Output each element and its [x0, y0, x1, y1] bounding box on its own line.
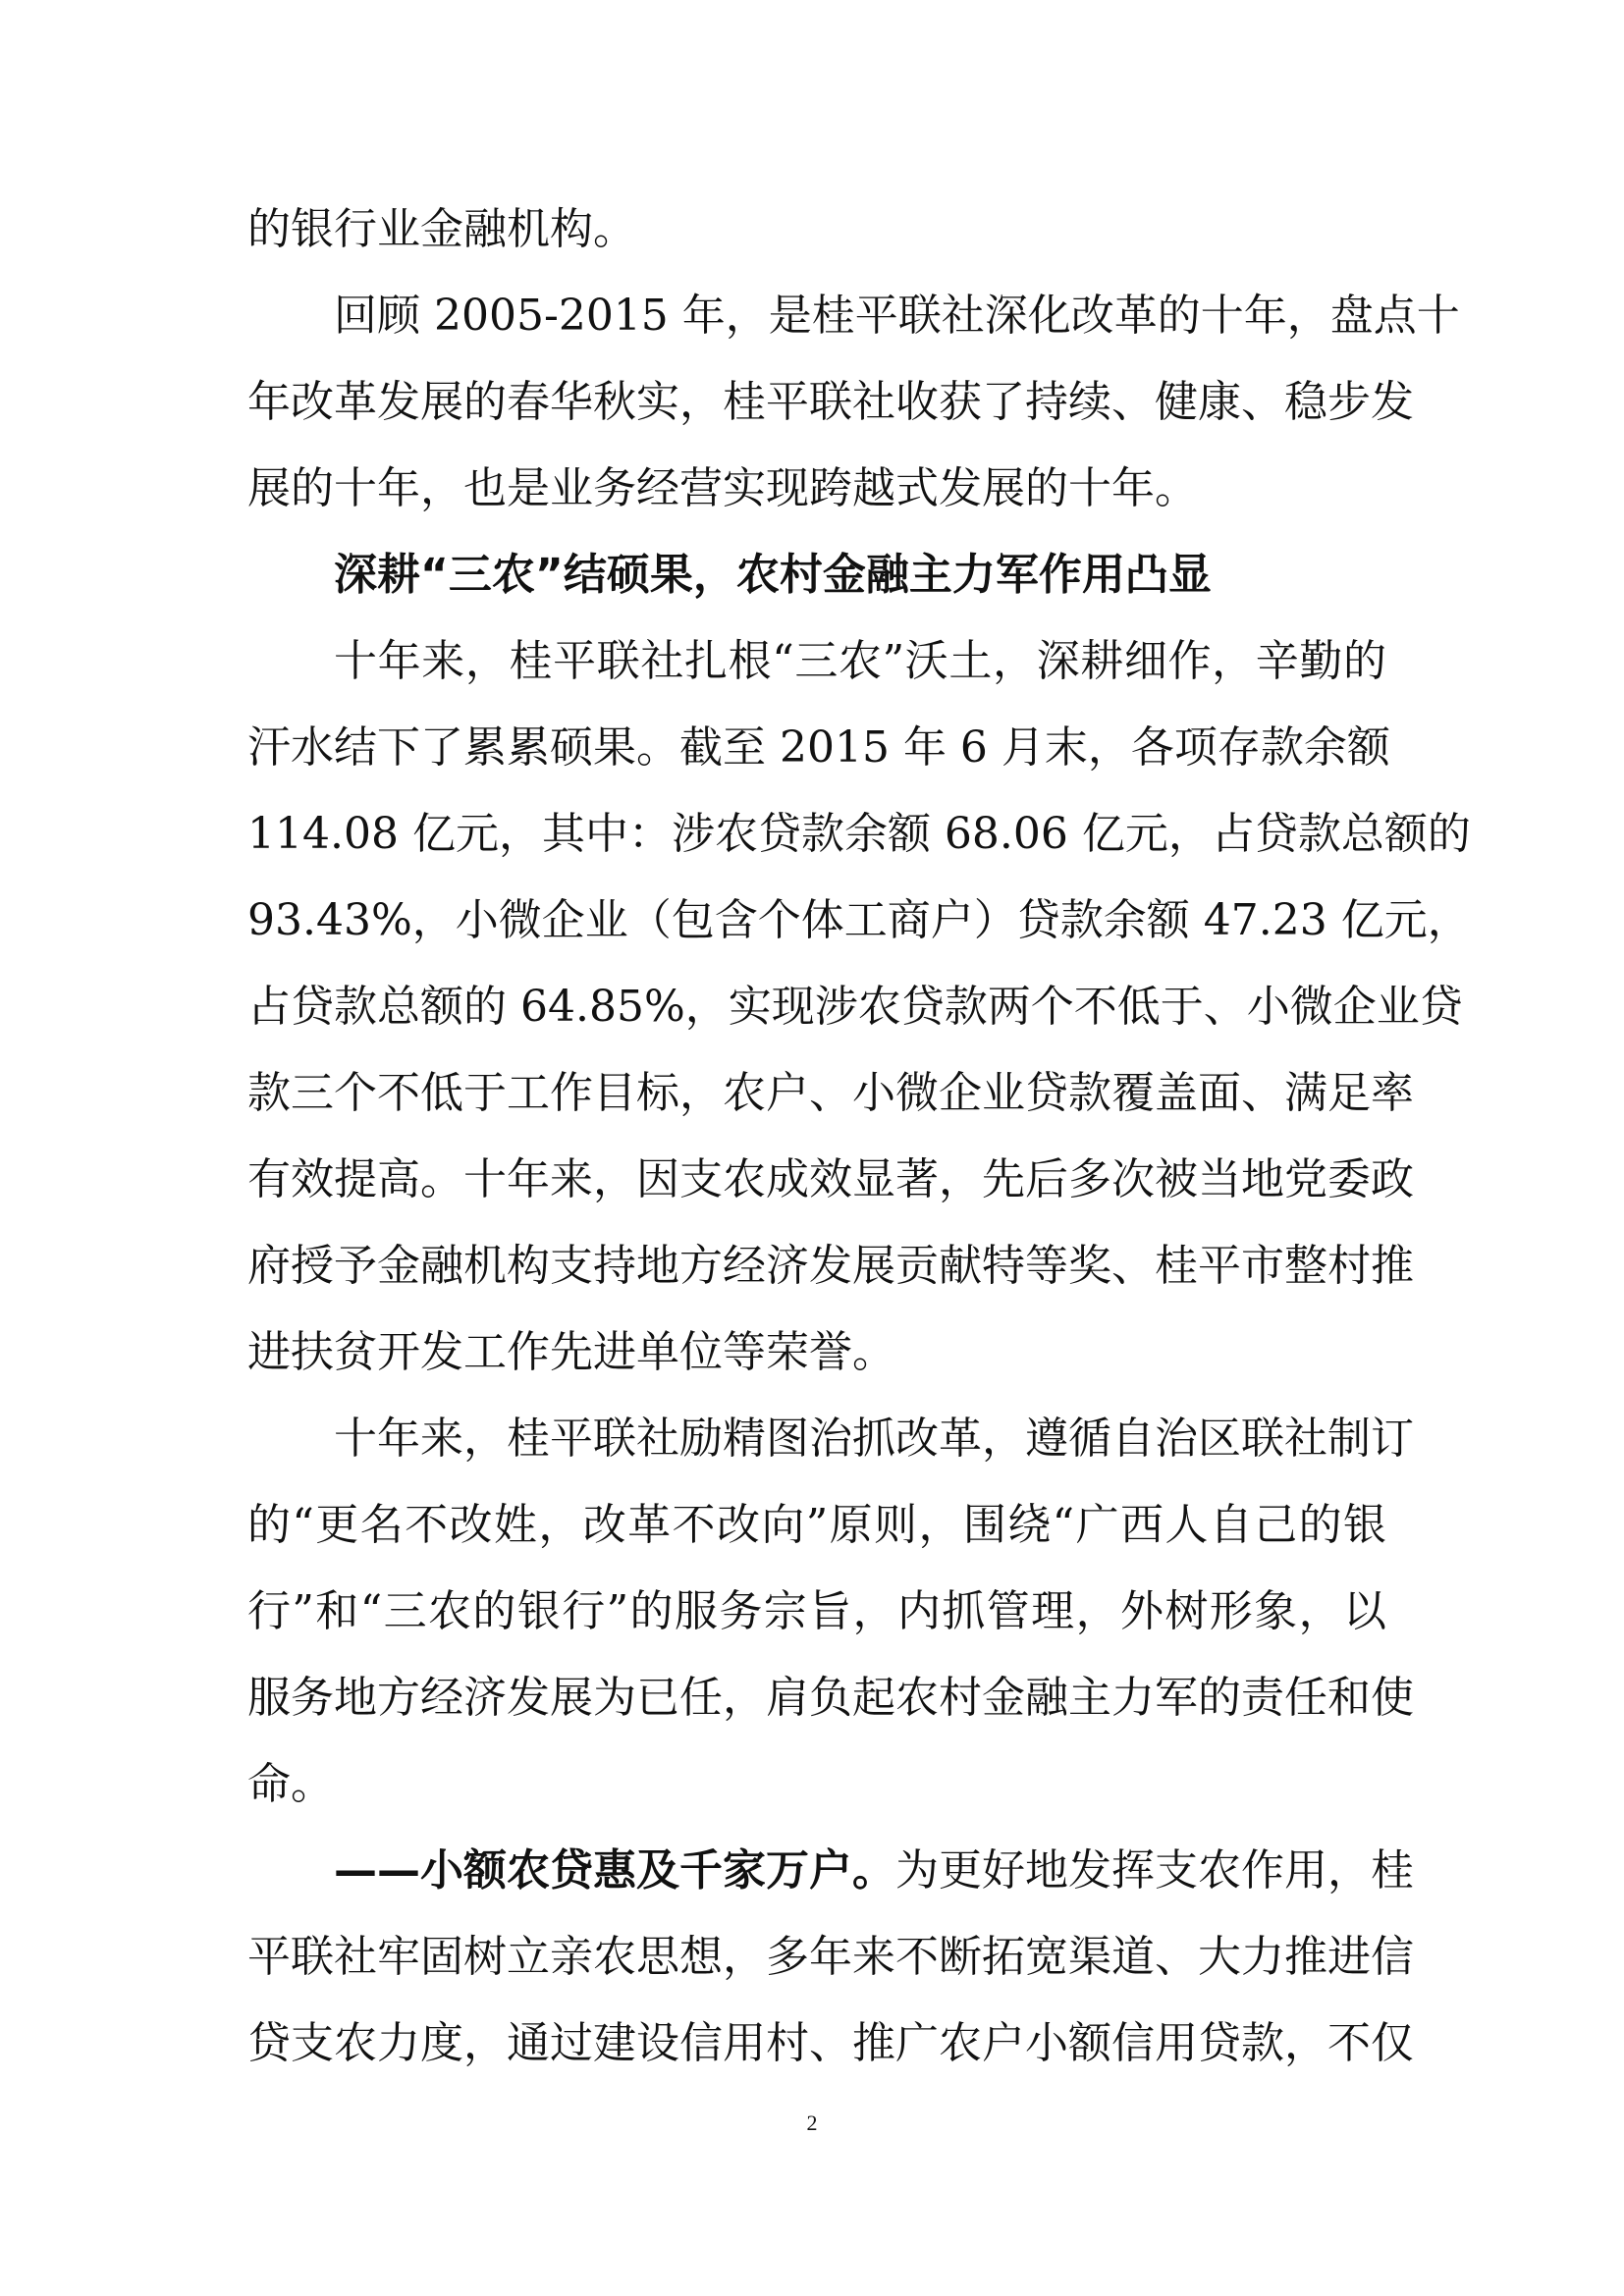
paragraph-line: 有效提高。十年来，因支农成效显著，先后多次被当地党委政	[247, 1154, 1414, 1204]
paragraph-line: 服务地方经济发展为已任，肩负起农村金融主力军的责任和使	[247, 1673, 1414, 1723]
paragraph-line: 回顾 2005-2015 年，是桂平联社深化改革的十年，盘点十	[334, 291, 1460, 341]
paragraph-line: 的“更名不改姓，改革不改向”原则，围绕“广西人自己的银	[247, 1500, 1386, 1550]
paragraph-line: 114.08 亿元，其中：涉农贷款余额 68.06 亿元，占贷款总额的	[247, 809, 1471, 859]
page-number: 2	[806, 2110, 818, 2135]
paragraph-line: 府授予金融机构支持地方经济发展贡献特等奖、桂平市整村推	[247, 1241, 1414, 1291]
paragraph-line: 十年来，桂平联社扎根“三农”沃土，深耕细作，辛勤的	[334, 636, 1386, 686]
paragraph-line: 命。	[247, 1759, 334, 1809]
paragraph-line: 展的十年，也是业务经营实现跨越式发展的十年。	[247, 463, 1198, 513]
paragraph-line-rest: 为更好地发挥支农作用，桂	[895, 1845, 1414, 1896]
paragraph-line: 的银行业金融机构。	[247, 204, 636, 254]
paragraph-line: 汗水结下了累累硕果。截至 2015 年 6 月末，各项存款余额	[247, 722, 1390, 773]
paragraph-line: 款三个不低于工作目标，农户、小微企业贷款覆盖面、满足率	[247, 1068, 1414, 1118]
paragraph-line: 平联社牢固树立亲农思想，多年来不断拓宽渠道、大力推进信	[247, 1932, 1414, 1982]
document-page	[247, 187, 1471, 2087]
paragraph-line: 93.43%，小微企业（包含个体工商户）贷款余额 47.23 亿元，	[247, 895, 1471, 945]
paragraph-line	[247, 1828, 1414, 1914]
paragraph-line: 占贷款总额的 64.85%，实现涉农贷款两个不低于、小微企业贷	[247, 982, 1463, 1032]
paragraph-line: 十年来，桂平联社励精图治抓改革，遵循自治区联社制订	[334, 1414, 1414, 1464]
section-heading: 深耕“三农”结硕果，农村金融主力军作用凸显	[334, 550, 1212, 600]
paragraph-line: 行”和“三农的银行”的服务宗旨，内抓管理，外树形象，以	[247, 1586, 1386, 1636]
paragraph-line: 进扶贫开发工作先进单位等荣誉。	[247, 1327, 895, 1377]
paragraph-line: 贷支农力度，通过建设信用村、推广农户小额信用贷款，不仅	[247, 2018, 1414, 2068]
bold-lead-phrase: ——小额农贷惠及千家万户。	[334, 1845, 895, 1896]
paragraph-line: 年改革发展的春华秋实，桂平联社收获了持续、健康、稳步发	[247, 377, 1414, 427]
